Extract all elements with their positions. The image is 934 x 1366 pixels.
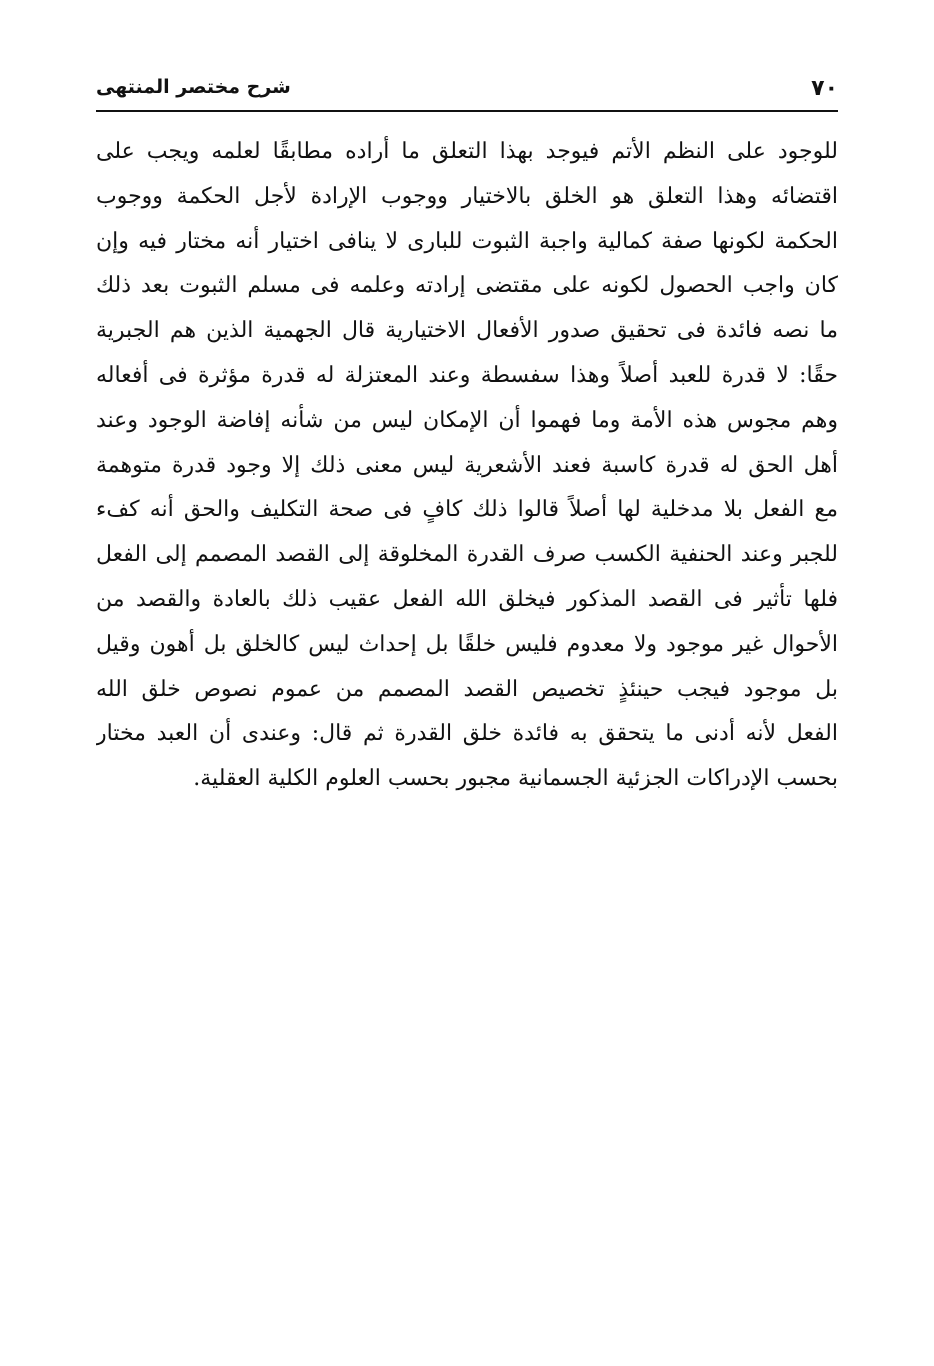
page-number: ٧٠ (811, 76, 838, 101)
text-line: وهم مجوس هذه الأمة وما فهموا أن الإمكان ليس من شأنه إفاضة الوجود وعند (96, 407, 838, 433)
text-line: للجبر وعند الحنفية الكسب صرف القدرة المخلوقة إلى القصد المصمم إلى الفعل (96, 542, 838, 568)
running-header (96, 74, 838, 108)
text-line: حقًا: لا قدرة للعبد أصلاً وهذا سفسطة وعند المعتزلة له قدرة مؤثرة فى أفعاله (96, 362, 838, 388)
text-line: للوجود على النظم الأتم فيوجد بهذا التعلق ما أراده مطابقًا لعلمه ويجب على (96, 139, 838, 164)
text-line: كان واجب الحصول لكونه على مقتضى إرادته وعلمه فى مسلم الثبوت بعد ذلك (96, 273, 838, 299)
text-line-last: بحسب الإدراكات الجزئية الجسمانية مجبور بحسب العلوم الكلية العقلية. (193, 766, 838, 792)
header-divider (96, 110, 838, 112)
text-line: الأحوال غير موجود ولا معدوم فليس خلقًا بل إحداث ليس كالخلق بل أهون وقيل (96, 631, 838, 657)
text-line: أهل الحق له قدرة كاسبة فعند الأشعرية ليس معنى ذلك إلا وجود قدرة متوهمة (96, 452, 838, 478)
text-line: الحكمة لكونها صفة كمالية واجبة الثبوت للبارى لا ينافى اختيار أنه مختار فيه وإن (96, 228, 838, 254)
book-title: شرح مختصر المنتهى (96, 76, 291, 98)
body-paragraph (96, 130, 838, 802)
text-line: بل موجود فيجب حينئذٍ تخصيص القصد المصمم من عموم نصوص خلق الله (96, 676, 838, 702)
text-line: فلها تأثير فى القصد المذكور فيخلق الله الفعل عقيب ذلك بالعادة والقصد من (96, 586, 838, 612)
text-line: ما نصه فائدة فى تحقيق صدور الأفعال الاختيارية قال الجهمية الذين هم الجبرية (96, 318, 838, 344)
text-line: مع الفعل بلا مدخلية لها أصلاً قالوا ذلك كافٍ فى صحة التكليف والحق أنه كفء (96, 497, 838, 523)
text-line: الفعل لأنه أدنى ما يتحقق به فائدة خلق القدرة ثم قال: وعندى أن العبد مختار (96, 721, 838, 747)
text-line: اقتضائه وهذا التعلق هو الخلق بالاختيار ووجوب الإرادة لأجل الحكمة ووجوب (96, 183, 838, 209)
